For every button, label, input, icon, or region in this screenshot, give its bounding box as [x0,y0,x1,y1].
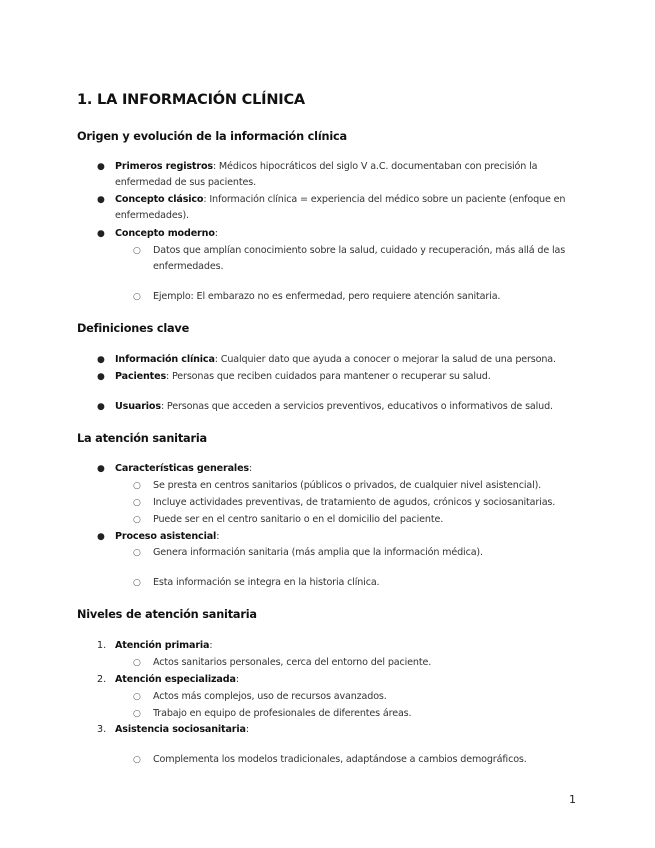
item-label: Primeros registros [115,161,213,172]
bullet-icon: ● [97,162,105,172]
sub-list-item: Esta información se integra en la historia clínica. [153,577,380,588]
circle-bullet-icon: ○ [133,292,141,302]
item-text: : Personas que reciben cuidados para mantener o recuperar su salud. [166,371,491,382]
list-item [115,352,556,369]
sub-list-item: Datos que amplían conocimiento sobre la salud, cuidado y recuperación, más allá de las [153,245,566,256]
circle-bullet-icon: ○ [133,709,141,719]
page-number: 1 [569,793,576,806]
numbered-list-item [115,722,249,739]
item-label: Proceso asistencial [115,531,217,542]
circle-bullet-icon: ○ [133,246,141,256]
item-text: : Cualquier dato que ayuda a conocer o mejorar la salud de una persona. [214,354,556,365]
list-item [115,461,252,478]
circle-bullet-icon: ○ [133,692,141,702]
sub-list-item: Incluye actividades preventivas, de tratamiento de agudos, crónicos y sociosanitarias. [153,497,556,508]
list-item [115,529,219,546]
item-text: : Información clínica = experiencia del médico sobre un paciente (enfoque en [203,194,566,205]
list-number: 3. [97,724,107,735]
circle-bullet-icon: ○ [133,658,141,668]
circle-bullet-icon: ○ [133,548,141,558]
section-heading-niveles: Niveles de atención sanitaria [77,608,257,621]
section-heading-definiciones: Definiciones clave [77,322,190,335]
item-label: Concepto moderno [115,228,215,239]
bullet-icon: ● [97,532,105,542]
list-item [115,369,491,386]
sub-list-item: Genera información sanitaria (más amplia que la información médica). [153,547,483,558]
item-label: Características generales [115,463,249,474]
list-item-continuation: enfermedades). [115,210,189,221]
list-item-continuation: enfermedad de sus pacientes. [115,177,256,188]
list-item [115,399,553,416]
section-heading-origen: Origen y evolución de la información clínica [77,130,347,143]
item-text: : [235,674,239,685]
bullet-icon: ● [97,355,105,365]
list-number: 2. [97,674,107,685]
bullet-icon: ● [97,402,105,412]
bullet-icon: ● [97,229,105,239]
numbered-list-item [115,672,239,689]
circle-bullet-icon: ○ [133,481,141,491]
item-label: Concepto clásico [115,194,204,205]
section-heading-atencion: La atención sanitaria [77,432,207,445]
list-item [115,192,565,209]
item-label: Asistencia sociosanitaria [115,724,246,735]
item-label: Usuarios [115,401,161,412]
bullet-icon: ● [97,195,105,205]
sub-list-item: Puede ser en el centro sanitario o en el domicilio del paciente. [153,514,444,525]
item-text: : [249,463,253,474]
circle-bullet-icon: ○ [133,578,141,588]
item-label: Pacientes [115,371,167,382]
item-text: : [214,228,218,239]
item-label: Atención primaria [115,640,210,651]
item-text: : [245,724,249,735]
item-text: : [209,640,213,651]
sub-list-item: Ejemplo: El embarazo no es enfermedad, pero requiere atención sanitaria. [153,291,501,302]
list-item [115,226,218,243]
circle-bullet-icon: ○ [133,498,141,508]
item-label: Información clínica [115,354,215,365]
sub-list-item-continuation: enfermedades. [153,261,224,272]
circle-bullet-icon: ○ [133,515,141,525]
sub-list-item: Trabajo en equipo de profesionales de diferentes áreas. [153,708,412,719]
page-title: 1. LA INFORMACIÓN CLÍNICA [77,92,305,108]
circle-bullet-icon: ○ [133,755,141,765]
sub-list-item: Actos más complejos, uso de recursos avanzados. [153,691,387,702]
list-number: 1. [97,640,107,651]
sub-list-item: Se presta en centros sanitarios (públicos o privados, de cualquier nivel asistencial). [153,480,542,491]
item-text: : Médicos hipocráticos del siglo V a.C. documentaban con precisión la [212,161,538,172]
bullet-icon: ● [97,464,105,474]
item-text: : [216,531,220,542]
list-item [115,159,537,176]
item-text: : Personas que acceden a servicios preventivos, educativos o informativos de salud. [160,401,553,412]
bullet-icon: ● [97,372,105,382]
sub-list-item: Complementa los modelos tradicionales, adaptándose a cambios demográficos. [153,754,527,765]
numbered-list-item [115,638,212,655]
item-label: Atención especializada [115,674,236,685]
sub-list-item: Actos sanitarios personales, cerca del entorno del paciente. [153,657,432,668]
